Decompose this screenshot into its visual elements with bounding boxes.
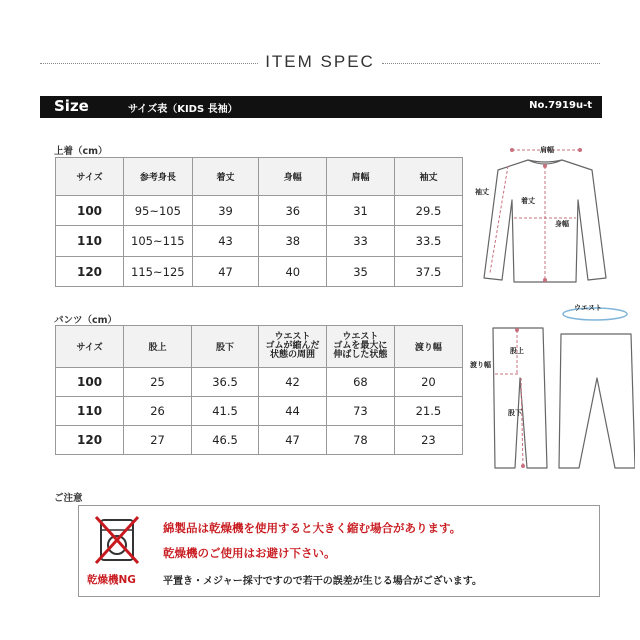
- diagram-label-waist: ウエスト: [574, 304, 602, 312]
- table-cell: 33.5: [394, 226, 462, 257]
- diagram-label-sleeve: 袖丈: [475, 188, 489, 196]
- warning-line-2: 乾燥機のご使用はお避け下さい。: [163, 546, 336, 560]
- column-header-waist-relaxed: [259, 326, 327, 368]
- column-header-line: ウエスト: [274, 332, 311, 342]
- table-cell: 40: [259, 257, 327, 287]
- page-title: ITEM SPEC: [265, 52, 375, 71]
- table-cell: 68: [326, 368, 394, 397]
- column-header: 袖丈: [394, 158, 462, 196]
- product-number: No.7919u-t: [529, 100, 592, 111]
- table-header-row: [56, 326, 463, 368]
- table-cell: 20: [394, 368, 462, 397]
- table-cell: 42: [259, 368, 327, 397]
- table-cell: 36.5: [191, 368, 258, 397]
- table-cell: 23: [394, 426, 462, 455]
- table-row: [56, 196, 463, 226]
- table-cell: 21.5: [394, 397, 462, 426]
- tops-label: 上着（cm）: [54, 146, 108, 157]
- column-header-waist-stretched: [326, 326, 394, 368]
- diagram-label-length: 着丈: [521, 197, 535, 205]
- size-bar-title: Size: [54, 97, 89, 115]
- column-header: 渡り幅: [394, 326, 462, 368]
- tops-diagram: [470, 138, 620, 293]
- table-cell: 35: [327, 257, 395, 287]
- diagram-label-inseam: 股下: [508, 409, 522, 417]
- column-header: 肩幅: [327, 158, 395, 196]
- table-cell: 25: [124, 368, 192, 397]
- table-cell: 33: [327, 226, 395, 257]
- pants-diagram: [465, 298, 635, 478]
- table-cell: 41.5: [191, 397, 258, 426]
- table-cell: 100: [56, 368, 124, 397]
- column-header-line: 伸ばした状態: [333, 350, 388, 360]
- column-header-line: ゴムを最大に: [333, 341, 388, 351]
- column-header-line: ウエスト: [342, 332, 379, 342]
- no-dryer-label: 乾燥機NG: [87, 574, 136, 586]
- column-header: 身幅: [259, 158, 327, 196]
- table-cell: 110: [56, 397, 124, 426]
- table-cell: 110: [56, 226, 124, 257]
- no-dryer-icon: [93, 514, 141, 566]
- table-header-row: [56, 158, 463, 196]
- table-row: [56, 397, 463, 426]
- pants-label: パンツ（cm）: [54, 315, 118, 326]
- table-cell: 43: [192, 226, 259, 257]
- table-row: [56, 426, 463, 455]
- table-cell: 120: [56, 257, 124, 287]
- table-cell: 37.5: [394, 257, 462, 287]
- table-cell: 120: [56, 426, 124, 455]
- table-row: [56, 368, 463, 397]
- column-header: 着丈: [192, 158, 259, 196]
- table-cell: 47: [192, 257, 259, 287]
- table-cell: 47: [259, 426, 327, 455]
- column-header: 股下: [191, 326, 258, 368]
- section-header: [40, 52, 600, 74]
- table-cell: 95~105: [124, 196, 193, 226]
- notes-label: ご注意: [54, 493, 83, 504]
- table-cell: 29.5: [394, 196, 462, 226]
- table-cell: 115~125: [124, 257, 193, 287]
- measurement-note: 平置き・メジャー採寸ですので若干の誤差が生じる場合がございます。: [163, 576, 482, 587]
- column-header: 股上: [124, 326, 192, 368]
- size-bar: [40, 96, 602, 118]
- table-row: [56, 257, 463, 287]
- table-cell: 26: [124, 397, 192, 426]
- diagram-label-shoulder: 肩幅: [540, 146, 554, 154]
- table-cell: 39: [192, 196, 259, 226]
- diagram-label-rise: 股上: [510, 347, 524, 355]
- table-cell: 44: [259, 397, 327, 426]
- column-header-line: ゴムが縮んだ: [265, 341, 320, 351]
- pants-size-table: [55, 325, 463, 455]
- tops-size-table: [55, 157, 463, 287]
- notes-box: [78, 505, 600, 597]
- table-cell: 36: [259, 196, 327, 226]
- table-cell: 31: [327, 196, 395, 226]
- diagram-label-width: 身幅: [555, 220, 569, 228]
- column-header-line: 状態の周囲: [270, 350, 316, 360]
- table-cell: 100: [56, 196, 124, 226]
- table-row: [56, 226, 463, 257]
- header-divider-right: [382, 63, 600, 64]
- column-header: 参考身長: [124, 158, 193, 196]
- diagram-label-thigh: 渡り幅: [470, 361, 491, 369]
- pants-back-outline: [559, 334, 635, 468]
- table-cell: 78: [326, 426, 394, 455]
- table-cell: 46.5: [191, 426, 258, 455]
- table-cell: 73: [326, 397, 394, 426]
- table-cell: 27: [124, 426, 192, 455]
- size-bar-subtitle: サイズ表（KIDS 長袖）: [128, 104, 238, 115]
- table-cell: 38: [259, 226, 327, 257]
- warning-line-1: 綿製品は乾燥機を使用すると大きく縮む場合があります。: [163, 521, 462, 535]
- column-header: サイズ: [56, 326, 124, 368]
- table-cell: 105~115: [124, 226, 193, 257]
- column-header: サイズ: [56, 158, 124, 196]
